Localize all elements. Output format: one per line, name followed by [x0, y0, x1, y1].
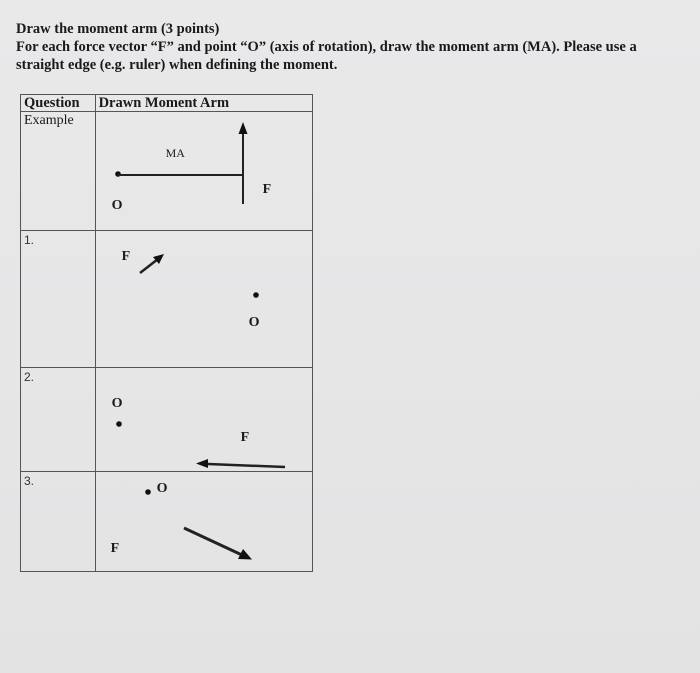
question-number: 2. — [24, 370, 35, 384]
instructions-line-1: For each force vector “F” and point “O” (axis of rotation), draw the moment arm (MA). Please use a — [16, 39, 637, 55]
drawing-cell-2[interactable] — [95, 368, 312, 472]
header-row — [21, 95, 313, 112]
axis-label: O — [156, 481, 168, 496]
force-label: F — [240, 430, 250, 445]
worksheet-table — [20, 94, 313, 572]
force-label: F — [110, 541, 120, 556]
table-row-3 — [21, 472, 313, 572]
table-row-2 — [21, 368, 313, 472]
instructions-title: Draw the moment arm (3 points) — [16, 21, 220, 37]
question-label: Example — [24, 113, 74, 128]
problem-3-diagram — [96, 472, 312, 571]
force-arrowhead — [196, 459, 208, 468]
axis-label: O — [248, 315, 260, 330]
axis-point-o — [116, 421, 122, 427]
example-diagram — [96, 112, 312, 230]
force-arrowhead — [238, 122, 247, 134]
problem-2-diagram — [96, 368, 312, 471]
force-label: F — [262, 182, 272, 197]
axis-point-o — [145, 489, 151, 495]
drawing-cell-example[interactable] — [95, 112, 312, 231]
table-row-example — [21, 112, 313, 231]
force-vector-line — [208, 464, 285, 467]
force-label: F — [121, 249, 131, 264]
question-cell — [21, 231, 96, 368]
question-number: 1. — [24, 233, 35, 247]
ma-label: MA — [165, 146, 185, 160]
header-question: Question — [21, 95, 96, 112]
question-cell — [21, 472, 96, 572]
question-cell — [21, 368, 96, 472]
axis-label: O — [111, 198, 123, 213]
question-cell — [21, 112, 96, 231]
axis-point-o — [253, 292, 259, 298]
instructions — [16, 20, 686, 74]
instructions-line-2: straight edge (e.g. ruler) when defining the moment. — [16, 57, 338, 73]
question-number: 3. — [24, 474, 35, 488]
drawing-cell-3[interactable] — [95, 472, 312, 572]
table-row-1 — [21, 231, 313, 368]
force-vector-line — [184, 528, 242, 555]
force-vector-line — [140, 259, 158, 273]
drawing-cell-1[interactable] — [95, 231, 312, 368]
axis-label: O — [111, 396, 123, 411]
header-drawn-moment-arm: Drawn Moment Arm — [95, 95, 312, 112]
